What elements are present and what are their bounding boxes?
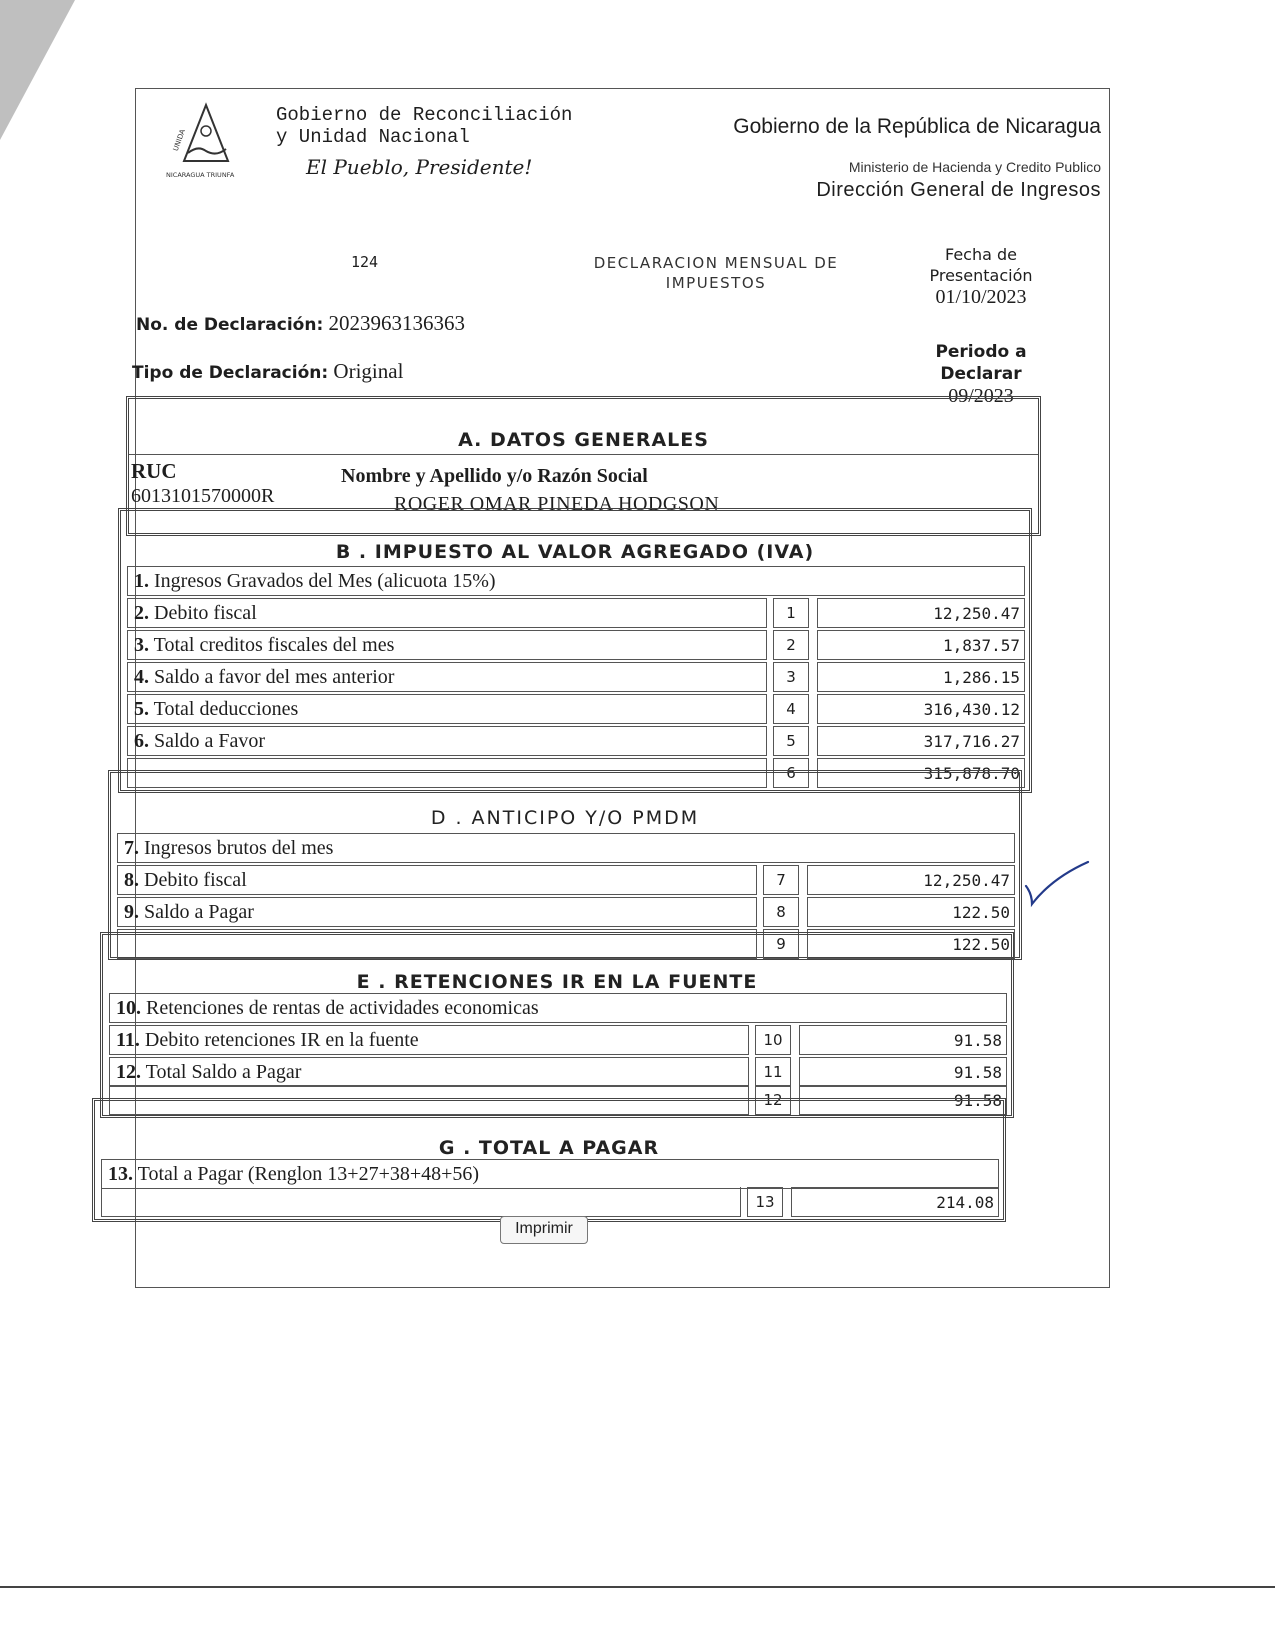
table-row	[127, 566, 1025, 596]
line-number: 3	[773, 662, 809, 692]
row-number: 12.	[116, 1061, 141, 1083]
row-number: 8.	[124, 869, 139, 891]
line-value: 91.58	[799, 1085, 1007, 1115]
table-row	[127, 694, 1025, 724]
line-number: 13	[747, 1187, 783, 1217]
section-d-title: D . ANTICIPO Y/O PMDM	[430, 807, 700, 829]
table-row	[117, 865, 1015, 895]
row-label	[109, 1025, 749, 1055]
row-label	[109, 993, 1007, 1023]
line-value: 12,250.47	[817, 598, 1025, 628]
logo-side-text: UNIDA	[171, 128, 187, 153]
gov-left-line2: y Unidad Nacional	[276, 126, 470, 148]
slogan: El Pueblo, Presidente!	[306, 155, 533, 179]
row-number: 3.	[134, 634, 149, 656]
line-number: 7	[763, 865, 799, 895]
row-label	[127, 662, 767, 692]
form-title	[566, 253, 866, 293]
row-number: 5.	[134, 698, 149, 720]
section-e-retenciones	[100, 932, 1014, 1118]
line-value: 122.50	[807, 929, 1015, 959]
row-label-text: Debito fiscal	[154, 602, 257, 624]
row-label-text: Ingresos Gravados del Mes (alicuota 15%)	[154, 570, 496, 592]
row-label	[127, 566, 1025, 596]
ruc-value: 6013101570000R	[131, 485, 275, 507]
row-number: 7.	[124, 837, 139, 859]
declaration-number-label: No. de Declaración:	[136, 315, 324, 335]
line-value: 12,250.47	[807, 865, 1015, 895]
row-label-text: Saldo a Favor	[154, 730, 266, 752]
row-number: 13.	[108, 1163, 133, 1185]
row-label	[101, 1159, 999, 1189]
gov-left-line1: Gobierno de Reconciliación	[276, 104, 573, 126]
line-number: 12	[755, 1085, 791, 1115]
period-label-line1: Periodo a	[935, 342, 1027, 362]
row-label	[127, 630, 767, 660]
row-label-text: Debito fiscal	[144, 869, 247, 891]
date-label-line1: Fecha de	[945, 245, 1017, 264]
row-label	[117, 865, 757, 895]
date-label-line2: Presentación	[929, 266, 1033, 285]
row-label-text: Ingresos brutos del mes	[144, 837, 334, 859]
row-label-text: Total a Pagar (Renglon 13+27+38+48+56)	[137, 1163, 480, 1185]
section-g-title: G . TOTAL A PAGAR	[438, 1137, 660, 1159]
line-number: 11	[755, 1057, 791, 1087]
row-label-text: Total creditos fiscales del mes	[153, 634, 395, 656]
line-number: 9	[763, 929, 799, 959]
row-number: 6.	[134, 730, 149, 752]
section-g-total	[92, 1098, 1006, 1222]
presentation-date	[906, 244, 1056, 309]
name-value: ROGER OMAR PINEDA HODGSON	[394, 493, 720, 515]
row-label-text: Saldo a favor del mes anterior	[154, 666, 395, 688]
table-row	[127, 598, 1025, 628]
declaration-number	[136, 311, 465, 336]
row-number: 2.	[134, 602, 149, 624]
period-value: 09/2023	[948, 385, 1014, 407]
declaration-number-value: 2023963136363	[328, 311, 466, 335]
row-number: 11.	[116, 1029, 140, 1051]
table-row	[117, 897, 1015, 927]
row-number: 10.	[116, 997, 141, 1019]
table-row	[101, 1159, 999, 1189]
line-number: 1	[773, 598, 809, 628]
line-value: 317,716.27	[817, 726, 1025, 756]
name-label: Nombre y Apellido y/o Razón Social	[341, 465, 648, 487]
row-label-text: Retenciones de rentas de actividades economicas	[146, 997, 539, 1019]
print-button[interactable]: Imprimir	[500, 1216, 588, 1244]
logo-bottom-text: NICARAGUA TRIUNFA	[166, 171, 235, 179]
line-value: 1,286.15	[817, 662, 1025, 692]
row-label	[101, 1187, 741, 1217]
table-row	[109, 1025, 1007, 1055]
date-value: 01/10/2023	[935, 286, 1027, 308]
declaration-type-value: Original	[333, 359, 404, 383]
row-number: 4.	[134, 666, 149, 688]
line-value: 315,878.70	[817, 758, 1025, 788]
row-label-text: Total deducciones	[153, 698, 299, 720]
row-label	[117, 833, 1015, 863]
row-label	[127, 694, 767, 724]
row-label	[109, 1057, 749, 1087]
form-title-line1: DECLARACION MENSUAL DE	[593, 254, 839, 272]
scan-bottom-edge	[0, 1586, 1275, 1588]
form-title-line2: IMPUESTOS	[665, 274, 767, 292]
period-label-line2: Declarar	[940, 364, 1022, 384]
line-value: 316,430.12	[817, 694, 1025, 724]
row-label	[127, 598, 767, 628]
row-number: 1.	[134, 570, 149, 592]
line-value: 122.50	[807, 897, 1015, 927]
line-number: 5	[773, 726, 809, 756]
row-number: 9.	[124, 901, 139, 923]
table-row	[127, 726, 1025, 756]
volcano-logo-icon	[164, 101, 249, 186]
line-number: 4	[773, 694, 809, 724]
table-row	[101, 1187, 999, 1217]
gov-republic-title: Gobierno de la República de Nicaragua	[733, 115, 1101, 138]
row-label	[117, 897, 757, 927]
ministry-name: Ministerio de Hacienda y Credito Publico	[848, 159, 1101, 175]
line-value: 91.58	[799, 1025, 1007, 1055]
section-b-iva	[118, 508, 1032, 793]
row-label	[127, 726, 767, 756]
declaration-type	[132, 359, 403, 384]
scan-corner-fold	[0, 0, 75, 140]
section-e-title: E . RETENCIONES IR EN LA FUENTE	[356, 971, 758, 993]
row-label-text: Saldo a Pagar	[144, 901, 254, 923]
line-value: 214.08	[791, 1187, 999, 1217]
table-row	[109, 993, 1007, 1023]
handwritten-checkmark-icon	[1022, 856, 1092, 912]
row-label-text: Debito retenciones IR en la fuente	[144, 1029, 419, 1051]
form-number: 124	[351, 253, 379, 271]
ruc-label: RUC	[131, 459, 177, 483]
table-row	[117, 833, 1015, 863]
section-b-title: B . IMPUESTO AL VALOR AGREGADO (IVA)	[335, 541, 815, 563]
section-a-title: A. DATOS GENERALES	[458, 429, 709, 451]
line-number: 6	[773, 758, 809, 788]
line-value: 91.58	[799, 1057, 1007, 1087]
line-number: 2	[773, 630, 809, 660]
gov-reconciliation-title	[276, 104, 572, 148]
declaration-type-label: Tipo de Declaración:	[132, 363, 329, 383]
table-row	[109, 1057, 1007, 1087]
table-row	[127, 662, 1025, 692]
line-number: 8	[763, 897, 799, 927]
table-row	[127, 630, 1025, 660]
line-value: 1,837.57	[817, 630, 1025, 660]
direction-name: Dirección General de Ingresos	[816, 179, 1101, 201]
line-number: 10	[755, 1025, 791, 1055]
row-label-text: Total Saldo a Pagar	[145, 1061, 302, 1083]
